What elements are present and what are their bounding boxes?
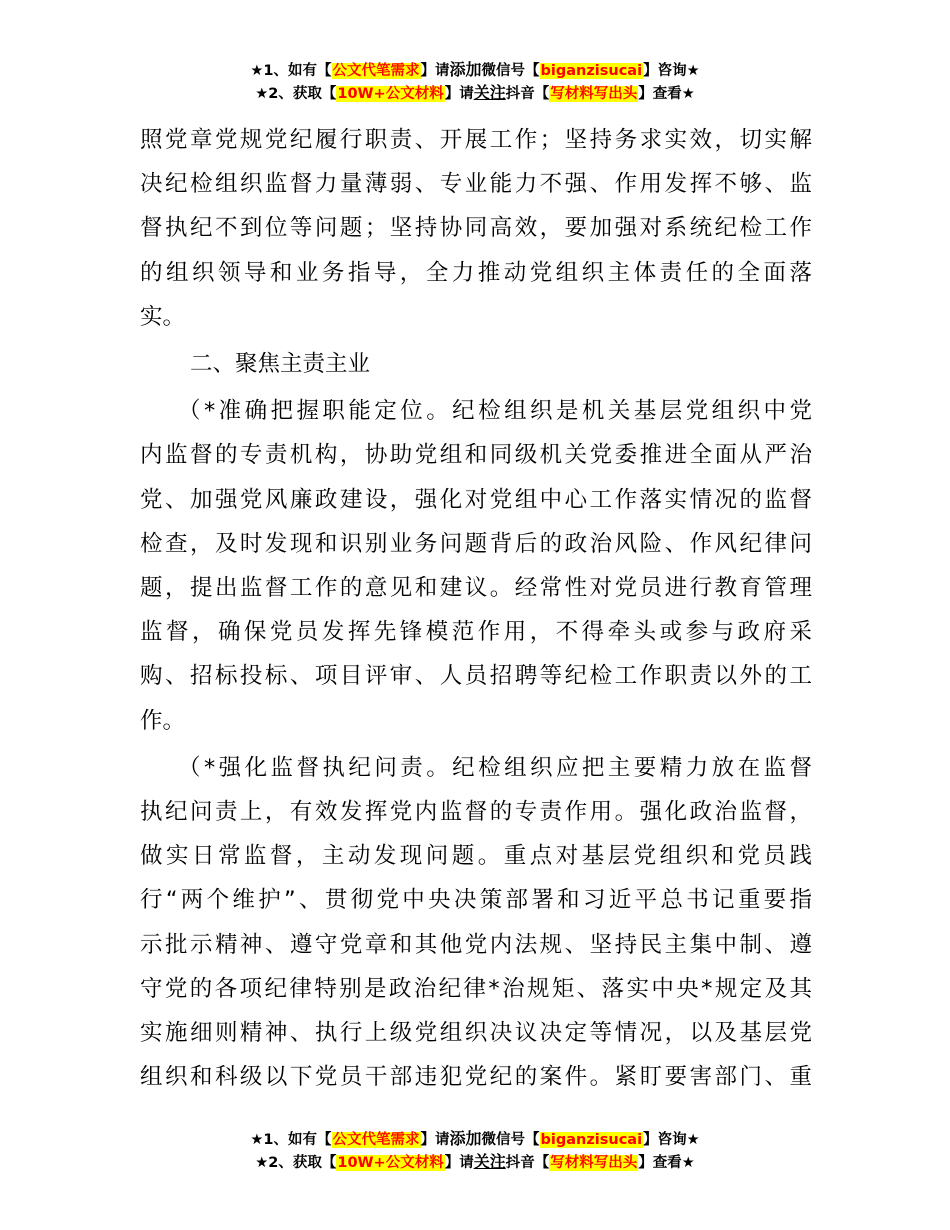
document-body (140, 118, 812, 1099)
highlight-tag: 公文代笔需求 (332, 1132, 420, 1148)
douyin-id-tag: 写材料写出头 (550, 1155, 638, 1171)
wechat-id-tag: biganzisucai (540, 1132, 643, 1148)
header-line-1: ★1、如有【公文代笔需求】请添加微信号【biganzisucai】咨询★ (250, 60, 700, 79)
header-banner (0, 59, 950, 105)
paragraph-3: （*强化监督执纪问责。纪检组织应把主要精力放在监督 执纪问责上，有效发挥党内监督的专责作用。强化政治监督， 做实日常监督，主动发现问题。重点对基层党组织和党员践 行“两个维护”、贯彻党中央决策部署和习近平总书记重要指 示批示精神、遵守党章和其他党内法规、坚持民主集中制、遵 守党的各项纪律特别是政治纪律*治规矩、落实中央*规定及其 实施细则精神、执行上级党组织决议决定等情况，以及基层党 组织和科级以下党员干部违犯党纪的案件。紧盯要害部门、重 (140, 754, 812, 1091)
footer-line-1: ★1、如有【公文代笔需求】请添加微信号【biganzisucai】咨询★ (250, 1129, 700, 1148)
paragraph-2: （*准确把握职能定位。纪检组织是机关基层党组织中党 内监督的专责机构，协助党组和同级机关党委推进全面从严治 党、加强党风廉政建设，强化对党组中心工作落实情况的监督 检查，及时发现和识别业务问题背后的政治风险、作风纪律问 题，提出监督工作的意见和建议。经常性对党员进行教育管理 监督，确保党员发挥先锋模范作用，不得牵头或参与政府采 购、招标投标、项目评审、人员招聘等纪检工作职责以外的工 作。 (140, 398, 812, 734)
wechat-id-tag: biganzisucai (540, 63, 643, 79)
paragraph-1: 照党章党规党纪履行职责、开展工作；坚持务求实效，切实解 决纪检组织监督力量薄弱、专业能力不强、作用发挥不够、监 督执纪不到位等问题；坚持协同高效，要加强对系统纪检工作 的组织领导和业务指导，全力推动党组织主体责任的全面落 实。 (140, 127, 812, 330)
section-heading: 二、聚焦主责主业 (190, 351, 371, 378)
highlight-tag: 公文代笔需求 (332, 63, 420, 79)
footer-line-2: ★2、获取【10W+公文材料】请关注抖音【写材料写出头】查看★ (255, 1152, 695, 1171)
footer-banner (0, 1128, 950, 1174)
highlight-tag: 10W+公文材料 (337, 1155, 444, 1171)
header-line-2: ★2、获取【10W+公文材料】请关注抖音【写材料写出头】查看★ (255, 83, 695, 102)
highlight-tag: 10W+公文材料 (337, 86, 444, 102)
douyin-id-tag: 写材料写出头 (550, 86, 638, 102)
